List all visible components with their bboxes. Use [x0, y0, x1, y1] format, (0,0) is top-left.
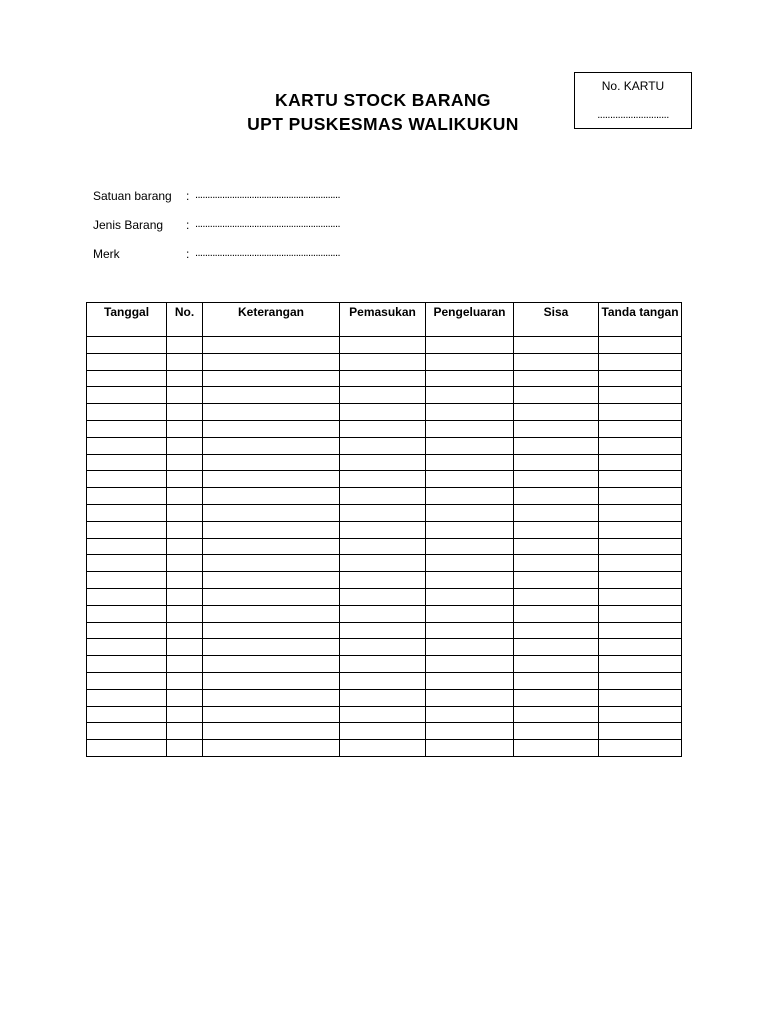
column-header: Keterangan: [203, 303, 340, 337]
table-cell[interactable]: [599, 387, 682, 404]
table-cell[interactable]: [426, 622, 514, 639]
table-cell[interactable]: [203, 337, 340, 354]
table-cell[interactable]: [426, 723, 514, 740]
table-row: [87, 656, 682, 673]
table-cell[interactable]: [167, 404, 203, 421]
table-cell[interactable]: [514, 689, 599, 706]
table-cell[interactable]: [87, 337, 167, 354]
table-cell[interactable]: [203, 588, 340, 605]
column-header: Tanda tangan: [599, 303, 682, 337]
table-row: [87, 471, 682, 488]
column-header: Pengeluaran: [426, 303, 514, 337]
table-row: [87, 672, 682, 689]
table-cell[interactable]: [87, 723, 167, 740]
table-cell[interactable]: [514, 437, 599, 454]
table-cell[interactable]: [203, 471, 340, 488]
table-cell[interactable]: [426, 337, 514, 354]
table-cell[interactable]: [426, 672, 514, 689]
table-cell[interactable]: [514, 353, 599, 370]
table-cell[interactable]: [340, 555, 426, 572]
table-cell[interactable]: [203, 689, 340, 706]
table-cell[interactable]: [340, 639, 426, 656]
table-cell[interactable]: [203, 454, 340, 471]
table-row: [87, 538, 682, 555]
table-cell[interactable]: [87, 572, 167, 589]
table-cell[interactable]: [167, 689, 203, 706]
table-cell[interactable]: [426, 689, 514, 706]
table-cell[interactable]: [167, 504, 203, 521]
field-label: Merk: [93, 247, 120, 261]
table-cell[interactable]: [426, 420, 514, 437]
jenis-barang-input[interactable]: ...........................................................: [195, 218, 340, 230]
field-label: Satuan barang: [93, 189, 172, 203]
table-cell[interactable]: [203, 605, 340, 622]
table-cell[interactable]: [203, 555, 340, 572]
card-number-field[interactable]: ............................: [597, 109, 669, 121]
table-cell[interactable]: [426, 605, 514, 622]
table-row: [87, 404, 682, 421]
table-cell[interactable]: [514, 521, 599, 538]
table-cell[interactable]: [167, 538, 203, 555]
table-cell[interactable]: [599, 337, 682, 354]
card-number-box: [574, 72, 692, 129]
table-cell[interactable]: [514, 337, 599, 354]
table-cell[interactable]: [87, 639, 167, 656]
table-row: [87, 740, 682, 757]
table-cell[interactable]: [87, 689, 167, 706]
table-cell[interactable]: [599, 488, 682, 505]
table-cell[interactable]: [167, 370, 203, 387]
table-cell[interactable]: [599, 437, 682, 454]
table-cell[interactable]: [203, 538, 340, 555]
table-cell[interactable]: [340, 588, 426, 605]
table-cell[interactable]: [167, 706, 203, 723]
table-cell[interactable]: [340, 656, 426, 673]
table-cell[interactable]: [340, 504, 426, 521]
table-cell[interactable]: [203, 622, 340, 639]
table-cell[interactable]: [167, 387, 203, 404]
table-cell[interactable]: [340, 538, 426, 555]
table-cell[interactable]: [340, 605, 426, 622]
table-cell[interactable]: [167, 622, 203, 639]
table-cell[interactable]: [87, 672, 167, 689]
table-cell[interactable]: [340, 404, 426, 421]
table-cell[interactable]: [87, 370, 167, 387]
table-cell[interactable]: [426, 437, 514, 454]
form-title: KARTU STOCK BARANG: [275, 90, 491, 110]
table-cell[interactable]: [203, 437, 340, 454]
table-cell[interactable]: [340, 437, 426, 454]
table-cell[interactable]: [426, 706, 514, 723]
table-row: [87, 387, 682, 404]
table-cell[interactable]: [514, 387, 599, 404]
table-cell[interactable]: [426, 504, 514, 521]
table-row: [87, 689, 682, 706]
table-cell[interactable]: [426, 404, 514, 421]
table-cell[interactable]: [426, 521, 514, 538]
table-cell[interactable]: [426, 454, 514, 471]
table-cell[interactable]: [514, 656, 599, 673]
table-cell[interactable]: [167, 454, 203, 471]
table-cell[interactable]: [514, 370, 599, 387]
table-cell[interactable]: [426, 488, 514, 505]
table-cell[interactable]: [599, 723, 682, 740]
table-cell[interactable]: [514, 639, 599, 656]
table-row: [87, 605, 682, 622]
table-cell[interactable]: [203, 672, 340, 689]
table-cell[interactable]: [426, 639, 514, 656]
table-cell[interactable]: [514, 404, 599, 421]
table-cell[interactable]: [203, 370, 340, 387]
table-row: [87, 437, 682, 454]
table-cell[interactable]: [167, 572, 203, 589]
table-cell[interactable]: [203, 404, 340, 421]
table-row: [87, 353, 682, 370]
table-cell[interactable]: [340, 706, 426, 723]
table-cell[interactable]: [203, 740, 340, 757]
column-header: Pemasukan: [340, 303, 426, 337]
satuan-barang-input[interactable]: ...........................................................: [195, 189, 340, 201]
table-cell[interactable]: [599, 572, 682, 589]
table-cell[interactable]: [340, 337, 426, 354]
table-cell[interactable]: [87, 622, 167, 639]
table-cell[interactable]: [514, 555, 599, 572]
table-body: [87, 337, 682, 757]
table-cell[interactable]: [87, 740, 167, 757]
table-cell[interactable]: [203, 387, 340, 404]
table-cell[interactable]: [340, 672, 426, 689]
table-cell[interactable]: [514, 723, 599, 740]
table-cell[interactable]: [87, 437, 167, 454]
table-cell[interactable]: [426, 588, 514, 605]
table-cell[interactable]: [340, 353, 426, 370]
table-cell[interactable]: [87, 488, 167, 505]
table-cell[interactable]: [340, 471, 426, 488]
table-cell[interactable]: [599, 420, 682, 437]
table-cell[interactable]: [167, 420, 203, 437]
table-cell[interactable]: [514, 740, 599, 757]
table-cell[interactable]: [599, 370, 682, 387]
table-cell[interactable]: [167, 639, 203, 656]
table-cell[interactable]: [87, 605, 167, 622]
table-cell[interactable]: [426, 555, 514, 572]
table-cell[interactable]: [87, 521, 167, 538]
table-row: [87, 370, 682, 387]
table-cell[interactable]: [599, 706, 682, 723]
table-cell[interactable]: [167, 337, 203, 354]
table-row: [87, 588, 682, 605]
table-cell[interactable]: [87, 404, 167, 421]
field-label: Jenis Barang: [93, 218, 164, 232]
table-row: [87, 504, 682, 521]
table-cell[interactable]: [167, 437, 203, 454]
table-cell[interactable]: [203, 420, 340, 437]
table-cell[interactable]: [167, 740, 203, 757]
table-cell[interactable]: [599, 605, 682, 622]
table-cell[interactable]: [426, 538, 514, 555]
institution-name: UPT PUSKESMAS WALIKUKUN: [247, 114, 519, 134]
table-cell[interactable]: [167, 353, 203, 370]
table-cell[interactable]: [87, 353, 167, 370]
table-cell[interactable]: [514, 605, 599, 622]
table-row: [87, 488, 682, 505]
table-cell[interactable]: [599, 504, 682, 521]
table-cell[interactable]: [340, 488, 426, 505]
table-cell[interactable]: [203, 639, 340, 656]
table-row: [87, 337, 682, 354]
table-cell[interactable]: [167, 588, 203, 605]
table-cell[interactable]: [340, 420, 426, 437]
table-cell[interactable]: [514, 572, 599, 589]
table-row: [87, 622, 682, 639]
table-cell[interactable]: [87, 706, 167, 723]
table-cell[interactable]: [599, 740, 682, 757]
table-cell[interactable]: [87, 471, 167, 488]
table-cell[interactable]: [514, 588, 599, 605]
column-header: Tanggal: [87, 303, 167, 337]
table-cell[interactable]: [203, 488, 340, 505]
table-cell[interactable]: [599, 689, 682, 706]
table-row: [87, 572, 682, 589]
table-cell[interactable]: [599, 622, 682, 639]
table-cell[interactable]: [426, 387, 514, 404]
field-separator: :: [186, 218, 190, 232]
table-cell[interactable]: [514, 504, 599, 521]
table-cell[interactable]: [599, 538, 682, 555]
table-row: [87, 454, 682, 471]
table-cell[interactable]: [514, 706, 599, 723]
table-row: [87, 639, 682, 656]
table-cell[interactable]: [167, 656, 203, 673]
table-cell[interactable]: [87, 555, 167, 572]
table-cell[interactable]: [599, 639, 682, 656]
table-cell[interactable]: [599, 353, 682, 370]
table-cell[interactable]: [167, 555, 203, 572]
table-cell[interactable]: [167, 471, 203, 488]
stock-table: [86, 302, 682, 757]
table-cell[interactable]: [514, 672, 599, 689]
table-cell[interactable]: [203, 521, 340, 538]
table-cell[interactable]: [340, 689, 426, 706]
table-header-row: [87, 303, 682, 337]
column-header: Sisa: [514, 303, 599, 337]
table-cell[interactable]: [599, 454, 682, 471]
table-cell[interactable]: [340, 387, 426, 404]
table-cell[interactable]: [599, 588, 682, 605]
merk-input[interactable]: ...........................................................: [195, 247, 340, 259]
table-cell[interactable]: [514, 488, 599, 505]
table-cell[interactable]: [87, 656, 167, 673]
table-cell[interactable]: [340, 572, 426, 589]
table-cell[interactable]: [599, 672, 682, 689]
table-cell[interactable]: [203, 353, 340, 370]
table-cell[interactable]: [340, 454, 426, 471]
table-cell[interactable]: [426, 572, 514, 589]
table-cell[interactable]: [514, 454, 599, 471]
table-row: [87, 706, 682, 723]
table-cell[interactable]: [203, 706, 340, 723]
table-cell[interactable]: [599, 471, 682, 488]
table-cell[interactable]: [340, 521, 426, 538]
table-cell[interactable]: [203, 572, 340, 589]
table-cell[interactable]: [340, 723, 426, 740]
column-header: No.: [167, 303, 203, 337]
table-cell[interactable]: [340, 370, 426, 387]
table-cell[interactable]: [340, 622, 426, 639]
table-cell[interactable]: [87, 588, 167, 605]
field-separator: :: [186, 247, 190, 261]
table-cell[interactable]: [426, 370, 514, 387]
table-cell[interactable]: [514, 622, 599, 639]
table-cell[interactable]: [87, 538, 167, 555]
table-cell[interactable]: [167, 488, 203, 505]
table-cell[interactable]: [87, 420, 167, 437]
table-row: [87, 420, 682, 437]
field-separator: :: [186, 189, 190, 203]
table-cell[interactable]: [426, 471, 514, 488]
table-cell[interactable]: [167, 521, 203, 538]
table-cell[interactable]: [426, 353, 514, 370]
table-cell[interactable]: [599, 656, 682, 673]
table-cell[interactable]: [426, 656, 514, 673]
table-cell[interactable]: [426, 740, 514, 757]
table-cell[interactable]: [514, 420, 599, 437]
table-cell[interactable]: [514, 538, 599, 555]
table-cell[interactable]: [87, 454, 167, 471]
table-row: [87, 723, 682, 740]
table-cell[interactable]: [599, 521, 682, 538]
table-cell[interactable]: [599, 404, 682, 421]
table-cell[interactable]: [167, 672, 203, 689]
table-cell[interactable]: [167, 723, 203, 740]
table-cell[interactable]: [203, 656, 340, 673]
card-number-label: No. KARTU: [601, 79, 665, 93]
table-cell[interactable]: [340, 740, 426, 757]
table-cell[interactable]: [167, 605, 203, 622]
table-cell[interactable]: [599, 555, 682, 572]
table-cell[interactable]: [203, 504, 340, 521]
table-row: [87, 555, 682, 572]
table-cell[interactable]: [87, 504, 167, 521]
table-cell[interactable]: [203, 723, 340, 740]
table-row: [87, 521, 682, 538]
table-cell[interactable]: [514, 471, 599, 488]
table-cell[interactable]: [87, 387, 167, 404]
